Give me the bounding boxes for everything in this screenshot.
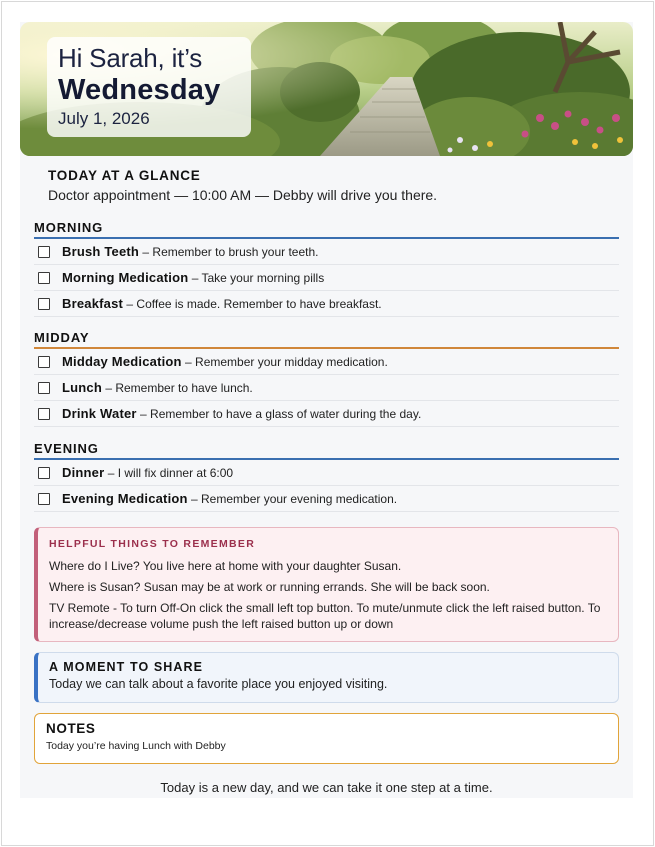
task-checkbox[interactable] bbox=[38, 408, 50, 420]
task-name: Midday Medication bbox=[62, 354, 182, 369]
task-description: – Remember your evening medication. bbox=[187, 491, 398, 506]
task-checkbox[interactable] bbox=[38, 272, 50, 284]
section-title: MIDDAY bbox=[34, 330, 90, 345]
task-checkbox[interactable] bbox=[38, 356, 50, 368]
task-row[interactable] bbox=[34, 291, 619, 317]
helpful-reminders-box bbox=[34, 527, 619, 642]
task-description: – Coffee is made. Remember to have breakfast. bbox=[123, 296, 382, 311]
task-checkbox[interactable] bbox=[38, 493, 50, 505]
reminder-item: Where is Susan? Susan may be at work or running errands. She will be back soon. bbox=[49, 580, 490, 594]
glance-title: TODAY AT A GLANCE bbox=[48, 168, 201, 183]
moment-title: A MOMENT TO SHARE bbox=[49, 660, 204, 674]
task-name: Evening Medication bbox=[62, 491, 188, 506]
notes-box bbox=[34, 713, 619, 764]
task-name: Brush Teeth bbox=[62, 244, 140, 259]
greeting-card bbox=[47, 37, 251, 137]
helpful-title: HELPFUL THINGS TO REMEMBER bbox=[49, 538, 256, 550]
task-name: Dinner bbox=[62, 465, 105, 480]
task-row[interactable] bbox=[34, 265, 619, 291]
moment-to-share-box bbox=[34, 652, 619, 703]
section-midday bbox=[34, 329, 619, 427]
task-name: Drink Water bbox=[62, 406, 137, 421]
task-checkbox[interactable] bbox=[38, 298, 50, 310]
task-row[interactable] bbox=[34, 486, 619, 512]
section-title: MORNING bbox=[34, 220, 104, 235]
moment-text: Today we can talk about a favorite place you enjoyed visiting. bbox=[49, 677, 388, 691]
section-title: EVENING bbox=[34, 441, 99, 456]
task-description: – Remember to have lunch. bbox=[102, 380, 253, 395]
task-name: Lunch bbox=[62, 380, 102, 395]
task-name: Morning Medication bbox=[62, 270, 189, 285]
task-row[interactable] bbox=[34, 375, 619, 401]
reminder-item: TV Remote - To turn Off-On click the small left top button. To mute/unmute click the left raised button. To increase/decrease volume push the left raised button up or down bbox=[49, 601, 601, 631]
task-description: – Take your morning pills bbox=[188, 270, 325, 285]
section-morning bbox=[34, 219, 619, 317]
task-name: Breakfast bbox=[62, 296, 124, 311]
task-checkbox[interactable] bbox=[38, 246, 50, 258]
task-row[interactable] bbox=[34, 460, 619, 486]
section-evening bbox=[34, 440, 619, 512]
greeting-text: Hi Sarah, it’s bbox=[58, 43, 203, 73]
task-description: – Remember to brush your teeth. bbox=[139, 244, 319, 259]
notes-title: NOTES bbox=[46, 721, 96, 736]
footer-message: Today is a new day, and we can take it one step at a time. bbox=[160, 780, 493, 795]
task-checkbox[interactable] bbox=[38, 382, 50, 394]
task-description: – I will fix dinner at 6:00 bbox=[104, 465, 234, 480]
task-row[interactable] bbox=[34, 239, 619, 265]
task-description: – Remember your midday medication. bbox=[181, 354, 388, 369]
day-of-week: Wednesday bbox=[58, 74, 221, 106]
task-row[interactable] bbox=[34, 349, 619, 375]
task-description: – Remember to have a glass of water during the day. bbox=[136, 406, 422, 421]
reminder-item: Where do I Live? You live here at home with your daughter Susan. bbox=[49, 559, 402, 573]
glance-text: Doctor appointment — 10:00 AM — Debby will drive you there. bbox=[48, 187, 438, 203]
date-text: July 1, 2026 bbox=[58, 109, 150, 128]
task-row[interactable] bbox=[34, 401, 619, 427]
notes-text: Today you’re having Lunch with Debby bbox=[46, 740, 226, 752]
task-checkbox[interactable] bbox=[38, 467, 50, 479]
